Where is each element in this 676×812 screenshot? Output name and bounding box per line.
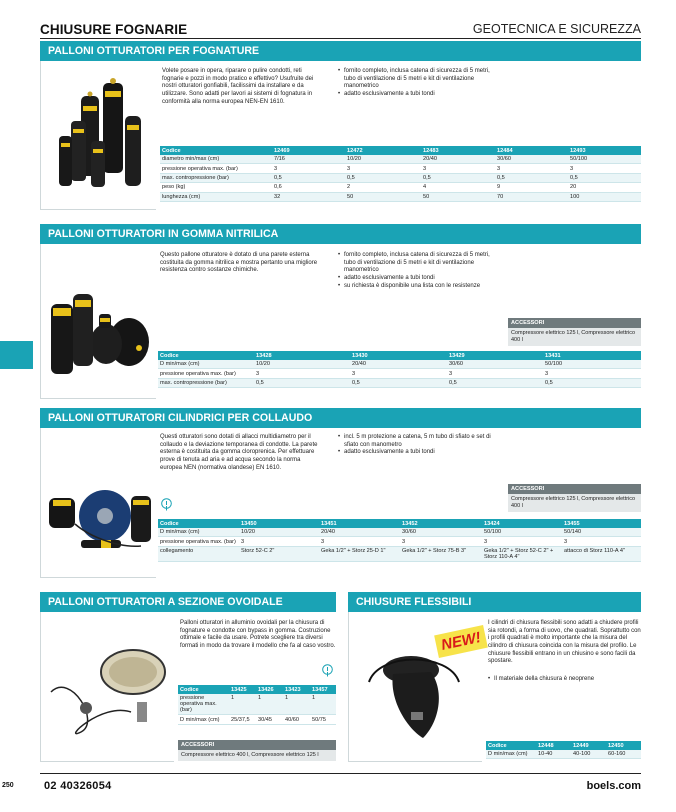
table-cell: 3 (447, 369, 543, 378)
accessories-title: ACCESSORI (178, 740, 336, 750)
accessories-title: ACCESSORI (508, 318, 641, 328)
table-cell: 70 (495, 192, 568, 201)
feature-list (488, 676, 641, 684)
table-cell: 20/40 (319, 528, 400, 537)
accessories-box (178, 740, 336, 761)
oval-plugs-illustration (41, 612, 175, 762)
table-row (158, 369, 641, 378)
table-cell: 3 (482, 537, 562, 546)
table-header: Codice (158, 351, 254, 360)
table-cell: 20/40 (350, 360, 447, 369)
table-header: 12493 (568, 146, 641, 155)
table-cell: lunghezza (cm) (160, 192, 272, 201)
page-category: GEOTECNICA E SICUREZZA (472, 22, 641, 36)
table-row (178, 715, 336, 724)
table-cell: 0,5 (543, 378, 641, 387)
table-cell: Geka 1/2" + Storz 75-B 3" (400, 546, 482, 561)
table-header-row (158, 519, 641, 528)
table-cell: 3 (495, 164, 568, 173)
section-bar (40, 41, 641, 61)
section-title: CHIUSURE FLESSIBILI (356, 596, 472, 608)
table-header: Codice (486, 741, 536, 750)
test-plugs-illustration (41, 428, 157, 578)
table-cell: 50 (345, 192, 421, 201)
table-cell: 2 (345, 183, 421, 192)
table-cell: pressione operativa max. (bar) (160, 164, 272, 173)
feature-list (338, 252, 503, 290)
sewer-plugs-illustration (41, 61, 157, 210)
table-cell: pressione operativa max. (bar) (158, 369, 254, 378)
table-header: 12449 (571, 741, 606, 750)
table-cell: Storz 52-C 2" (239, 546, 319, 561)
feature-item: • adatto esclusivamente a tubi tondi (338, 275, 503, 283)
phone-number: 02 40326054 (44, 780, 112, 792)
product-image-sewer-plugs (40, 61, 156, 210)
table-cell: 0,5 (447, 378, 543, 387)
spec-table (158, 351, 641, 388)
accessories-box (508, 484, 641, 512)
table-header: Codice (160, 146, 272, 155)
table-header: 13451 (319, 519, 400, 528)
table-cell: 1 (229, 694, 256, 715)
spec-table (178, 685, 336, 725)
table-cell: 32 (272, 192, 345, 201)
table-row (160, 173, 641, 182)
accessories-box (508, 318, 641, 346)
feature-item: • adatto esclusivamente a tubi tondi (338, 449, 503, 457)
table-header-row (158, 351, 641, 360)
table-cell: diametro min/max (cm) (160, 155, 272, 164)
table-cell: 10/20 (239, 528, 319, 537)
table-row (486, 750, 641, 759)
table-header: 12483 (421, 146, 495, 155)
info-icon (161, 498, 172, 512)
accessories-title: ACCESSORI (508, 484, 641, 494)
table-header: 12472 (345, 146, 421, 155)
table-header: 13423 (283, 685, 310, 694)
page-section-title: CHIUSURE FOGNARIE (40, 22, 188, 37)
feature-item: • Il materiale della chiusura è neoprene (488, 676, 641, 684)
table-cell: 0,5 (345, 173, 421, 182)
product-image-nitrile-plugs (40, 244, 156, 399)
table-cell: 50/140 (562, 528, 641, 537)
footer-rule (40, 773, 641, 774)
table-cell: 0,5 (421, 173, 495, 182)
table-cell: 40-100 (571, 750, 606, 759)
table-row (158, 360, 641, 369)
table-cell: peso (kg) (160, 183, 272, 192)
new-badge: NEW! (434, 625, 488, 658)
table-cell: D min/max (cm) (178, 715, 229, 724)
section-description: Volete posare in opera, riparare o pulire condotti, reti fognarie e pozzi in modo pratico e effettivo? Usufruite dei nostri otturatori gonfiabili, facilissimi da installare e da utilizzare. Sono adatti per lavori ai sistemi di fognatura in conformità alla norma europea NEN-EN 1610. (162, 68, 314, 105)
feature-item: • su richiesta è disponibile una lista con le resistenze (338, 283, 503, 291)
feature-item: • fornito completo, inclusa catena di sicurezza di 5 metri, tubo di ventilazione di 5 metri e kit di ventilazione manometrico (338, 68, 503, 91)
table-header: 13426 (256, 685, 283, 694)
feature-item: • adatto esclusivamente a tubi tondi (338, 91, 503, 99)
table-cell: 9 (495, 183, 568, 192)
table-cell: 7/16 (272, 155, 345, 164)
page-number: 250 (2, 782, 14, 789)
table-header: 13455 (562, 519, 641, 528)
spec-table (486, 741, 641, 759)
table-header: 13457 (310, 685, 336, 694)
side-tab (0, 341, 33, 369)
table-row (158, 528, 641, 537)
table-cell: 1 (256, 694, 283, 715)
table-cell: 3 (239, 537, 319, 546)
accessories-list: Compressore elettrico 125 l, Compressore elettrico 400 l (508, 494, 641, 512)
header-rule (40, 38, 641, 39)
section-description: I cilindri di chiusura flessibili sono adatti a chiudere profili sia rotondi, a forma di uovo, che quadrati. Soprattutto con i profili quadrati è molto importante che la misura del cilindro di chiusura coincida con la misura del profilo. Le chiusure flessibili entrano in un chiusino e sono facili da spostare. (488, 620, 641, 665)
table-header-row (160, 146, 641, 155)
table-cell: 1 (283, 694, 310, 715)
table-header: 13431 (543, 351, 641, 360)
table-cell: 30/60 (495, 155, 568, 164)
table-cell: 50/75 (310, 715, 336, 724)
section-title: PALLONI OTTURATORI A SEZIONE OVOIDALE (48, 596, 283, 608)
table-row (158, 378, 641, 387)
table-header: Codice (178, 685, 229, 694)
table-row (158, 546, 641, 561)
table-cell: 50/100 (568, 155, 641, 164)
table-cell: attacco di Storz 110-A 4" (562, 546, 641, 561)
section-description: Questo pallone otturatore è dotato di una parete esterna costituita da gomma nitrilica e mostra pertanto una migliore resistenza contro sostanze chimiche. (160, 252, 318, 274)
table-cell: 30/60 (447, 360, 543, 369)
table-cell: 40/60 (283, 715, 310, 724)
table-row (160, 183, 641, 192)
table-cell: 10-40 (536, 750, 571, 759)
table-cell: Geka 1/2" + Storz 25-D 1" (319, 546, 400, 561)
table-row (158, 537, 641, 546)
feature-item: • incl. 5 m protezione a catena, 5 m tubo di sfiato e set di sfiato con manometro (338, 434, 503, 449)
feature-list (338, 68, 503, 99)
section-title: PALLONI OTTURATORI IN GOMMA NITRILICA (48, 228, 279, 240)
accessories-list: Compressore elettrico 400 l, Compressore elettrico 125 l (178, 750, 336, 761)
table-cell: 0,5 (568, 173, 641, 182)
table-cell: 3 (421, 164, 495, 173)
table-header: 13424 (482, 519, 562, 528)
table-cell: D min/max (cm) (158, 528, 239, 537)
spec-table (160, 146, 641, 202)
table-cell: 100 (568, 192, 641, 201)
table-cell: pressione operativa max. (bar) (158, 537, 239, 546)
table-header: 13430 (350, 351, 447, 360)
table-cell: 30/45 (256, 715, 283, 724)
section-description: Palloni otturatori in alluminio ovoidali per la chiusura di fognature e condotte con bypass in gomma. Costruzione ottimale e facile da usare. Potrete scegliere tra diversi formati in modo da trovare il modello che fa al caso vostro. (180, 620, 336, 650)
table-header: 12448 (536, 741, 571, 750)
section-title: PALLONI OTTURATORI CILINDRICI PER COLLAUDO (48, 412, 313, 424)
feature-item: • fornito completo, inclusa catena di sicurezza di 5 metri, tubo di ventilazione di 5 metri e kit di ventilazione manometrico (338, 252, 503, 275)
product-image-test-plugs (40, 428, 156, 578)
table-cell: 3 (254, 369, 350, 378)
nitrile-plugs-illustration (41, 244, 157, 399)
table-cell: 3 (568, 164, 641, 173)
section-description: Questi otturatori sono dotati di allacci multidiametro per il collaudo e la deviazione temporanea di condotte. La parete esterna è costituita da gomma cloroprenica. Per effettuare prove di tenuta ad aria e ad acqua secondo la norma europea NEN (normativa olandese) EN 1610. (160, 434, 318, 471)
table-row (160, 164, 641, 173)
product-image-oval-plugs (40, 612, 174, 762)
table-cell: 3 (350, 369, 447, 378)
table-cell: 0,5 (495, 173, 568, 182)
table-cell: max. contropressione (bar) (158, 378, 254, 387)
table-header: 13450 (239, 519, 319, 528)
table-cell: 50/100 (482, 528, 562, 537)
table-cell: Geka 1/2" + Storz 52-C 2" + Storz 110-A 4" (482, 546, 562, 561)
section-title: PALLONI OTTURATORI PER FOGNATURE (48, 45, 260, 57)
table-header: 13452 (400, 519, 482, 528)
table-cell: 0,6 (272, 183, 345, 192)
table-cell: 50 (421, 192, 495, 201)
info-icon (322, 664, 333, 678)
table-cell: 3 (345, 164, 421, 173)
section-bar (348, 592, 641, 612)
table-cell: 10/20 (254, 360, 350, 369)
table-header: 12469 (272, 146, 345, 155)
table-cell: 25/37,5 (229, 715, 256, 724)
table-cell: 30/60 (400, 528, 482, 537)
table-header-row (486, 741, 641, 750)
table-cell: 3 (543, 369, 641, 378)
accessories-list: Compressore elettrico 125 l, Compressore elettrico 400 l (508, 328, 641, 346)
table-row (160, 155, 641, 164)
table-cell: D min/max (cm) (486, 750, 536, 759)
table-cell: 0,5 (272, 173, 345, 182)
table-row (160, 192, 641, 201)
table-header: 13428 (254, 351, 350, 360)
section-bar (40, 224, 641, 244)
table-header-row (178, 685, 336, 694)
table-cell: collegamento (158, 546, 239, 561)
table-cell: 3 (562, 537, 641, 546)
table-cell: 20 (568, 183, 641, 192)
feature-list (338, 434, 503, 457)
table-header: 12484 (495, 146, 568, 155)
table-cell: pressione operativa max. (bar) (178, 694, 229, 715)
section-bar (40, 408, 641, 428)
table-cell: 60-160 (606, 750, 641, 759)
table-header: 13425 (229, 685, 256, 694)
table-cell: 0,5 (350, 378, 447, 387)
table-cell: 50/100 (543, 360, 641, 369)
table-cell: 20/40 (421, 155, 495, 164)
spec-table (158, 519, 641, 562)
table-cell: D min/max (cm) (158, 360, 254, 369)
table-cell: 3 (400, 537, 482, 546)
table-cell: 1 (310, 694, 336, 715)
table-header: 13429 (447, 351, 543, 360)
table-header: Codice (158, 519, 239, 528)
table-cell: max. contropressione (bar) (160, 173, 272, 182)
table-cell: 4 (421, 183, 495, 192)
table-cell: 3 (319, 537, 400, 546)
section-bar (40, 592, 336, 612)
table-cell: 10/20 (345, 155, 421, 164)
table-cell: 0,5 (254, 378, 350, 387)
website-link[interactable]: boels.com (586, 780, 641, 792)
table-header: 12450 (606, 741, 641, 750)
table-cell: 3 (272, 164, 345, 173)
table-row (178, 694, 336, 715)
